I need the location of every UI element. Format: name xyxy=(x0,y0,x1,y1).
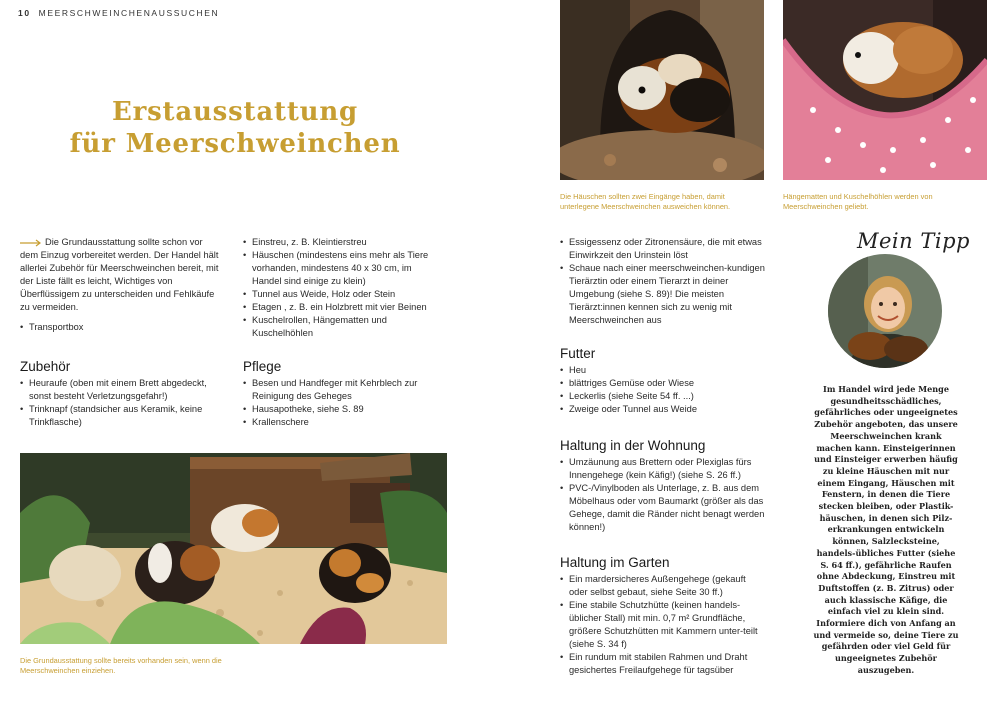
page-number: 10 xyxy=(18,8,31,18)
list-item: • Etagen , z. B. ein Holzbrett mit vier Beinen xyxy=(243,301,443,314)
page-title-line2: für Meerschweinchen xyxy=(69,129,401,159)
intro-paragraph xyxy=(20,236,220,314)
intro-text: Die Grundausstattung sollte schon vor dem Einzug vorbereitet werden. Der Handel hält allerlei Zubehör für Meerschweinchen bereit, mit der Liste fällt es leicht, Wichtiges von Überflüssigem zu unterscheiden und Fehlkäufe zu vermeiden. xyxy=(20,237,219,312)
list-item: • Kuschelrollen, Hängematten und Kuschelhöhlen xyxy=(243,314,443,340)
list-item: • Ein rundum mit stabilen Rahmen und Draht gesichertes Freilaufgehege für tagsüber xyxy=(560,651,765,677)
list-item: • Krallenschere xyxy=(243,416,443,429)
list-item: • Heuraufe (oben mit einem Brett abgedeckt, sonst besteht Verletzungsgefahr!) xyxy=(20,377,230,403)
garten-section xyxy=(560,556,765,677)
tipp-text: Im Handel wird jede Menge gesundheitsschädliches, gefährliches oder ungeeignetes Zubehör angeboten, das unsere Meerschweinchen krank machen kann. Einsteigerinnen und Einsteiger erwerben häufig zu kleine Häuschen mit nur einem Eingang, Häuschen mit Fenstern, in denen die Tiere stecken bleiben, oder Plastik-häuschen, in denen sich Pilz-erkrankungen entwickeln können, Salzlecksteine, handels-übliches Futter (siehe S. 64 ff.), gefährliche Raufen ohne Abdeckung, Einstreu mit Duftstoffen (z. B. Zitrus) oder auch klassische Käfige, die einfach viel zu klein sind. Informiere dich von Anfang an und vermeide so, deine Tiere zu gefährden oder viel Geld für ungeeignetes Zubehör auszugeben. xyxy=(813,384,959,675)
right-top-section xyxy=(560,236,765,327)
wohnung-section xyxy=(560,439,765,534)
futter-section xyxy=(560,347,765,416)
list-item: • blättriges Gemüse oder Wiese xyxy=(560,377,765,390)
author-portrait xyxy=(828,254,942,368)
list-item: • Einstreu, z. B. Kleintierstreu xyxy=(243,236,443,249)
intro-list xyxy=(20,321,220,334)
futter-list xyxy=(560,364,765,416)
list-item: • Trinknapf (standsicher aus Keramik, keine Trinkflasche) xyxy=(20,403,230,429)
zubehoer-section xyxy=(20,360,230,429)
list-item: • Umzäunung aus Brettern oder Plexiglas fürs Innengehege (kein Käfig!) (siehe S. 26 ff.) xyxy=(560,456,765,482)
list-item: • Besen und Handfeger mit Kehrblech zur Reinigung des Geheges xyxy=(243,377,443,403)
list-item: • Eine stabile Schutzhütte (keinen handels-üblicher Stall) mit min. 0,7 m² Grundfläche, größere Schutzhütten mit Kammern unter-teilt (siehe S. 34 f) xyxy=(560,599,765,651)
garten-heading: Haltung im Garten xyxy=(560,555,670,570)
pflege-heading: Pflege xyxy=(243,359,282,374)
list-item: • Transportbox xyxy=(20,321,220,334)
list-item: • Leckerlis (siehe Seite 54 ff. ...) xyxy=(560,390,765,403)
garten-list xyxy=(560,573,765,677)
list-item: • Tunnel aus Weide, Holz oder Stein xyxy=(243,288,443,301)
futter-heading: Futter xyxy=(560,346,596,361)
einrichtung-list xyxy=(243,236,443,340)
section-title: MEERSCHWEINCHENAUSSUCHEN xyxy=(38,8,220,18)
caption-house: Die Häuschen sollten zwei Eingänge haben, damit unterlegene Meerschweinchen ausweichen können. xyxy=(560,192,731,211)
intro-section xyxy=(20,236,220,334)
list-item: • Hausapotheke, siehe S. 89 xyxy=(243,403,443,416)
running-header xyxy=(18,8,219,18)
zubehoer-heading: Zubehör xyxy=(20,359,71,374)
page-title-line1: Erstausstattung xyxy=(111,97,359,127)
list-item: • PVC-/Vinylboden als Unterlage, z. B. aus dem Möbelhaus oder vom Baumarkt (größer als das Gehege, damit die Ränder nicht benagt werden können!) xyxy=(560,482,765,534)
right-top-list xyxy=(560,236,765,327)
photo-guinea-pig-house xyxy=(560,0,764,180)
wohnung-list xyxy=(560,456,765,534)
list-item: • Ein mardersicheres Außengehege (gekauft oder selbst gebaut, siehe Seite 30 ff.) xyxy=(560,573,765,599)
pflege-list xyxy=(243,377,443,429)
photo-guinea-pig-hammock xyxy=(783,0,987,180)
tipp-title: Mein Tipp xyxy=(857,229,970,253)
list-item: • Schaue nach einer meerschweinchen-kundigen Tierärztin oder einem Tierarzt in deiner Umgebung (siehe S. 89)! Die meisten Tierärzt:innen kennen sich zu wenig mit Meerschweinchen aus xyxy=(560,262,765,327)
einrichtung-section xyxy=(243,236,443,340)
caption-hammock: Hängematten und Kuschelhöhlen werden von Meerschweinchen geliebt. xyxy=(783,192,933,211)
list-item: • Zweige oder Tunnel aus Weide xyxy=(560,403,765,416)
page-title xyxy=(60,96,410,160)
pflege-section xyxy=(243,360,443,429)
list-item: • Heu xyxy=(560,364,765,377)
zubehoer-list xyxy=(20,377,230,429)
list-item: • Häuschen (mindestens eins mehr als Tiere vorhanden, mindestens 40 x 30 cm, im Handel sind einige zu klein) xyxy=(243,249,443,288)
wohnung-heading: Haltung in der Wohnung xyxy=(560,438,706,453)
list-item: • Essigessenz oder Zitronensäure, die mit etwas Einwirkzeit den Urinstein löst xyxy=(560,236,765,262)
arrow-right-icon xyxy=(20,239,42,247)
caption-group: Die Grundausstattung sollte bereits vorhanden sein, wenn die Meerschweinchen einziehen. xyxy=(20,656,222,675)
photo-guinea-pigs-group xyxy=(20,453,447,644)
